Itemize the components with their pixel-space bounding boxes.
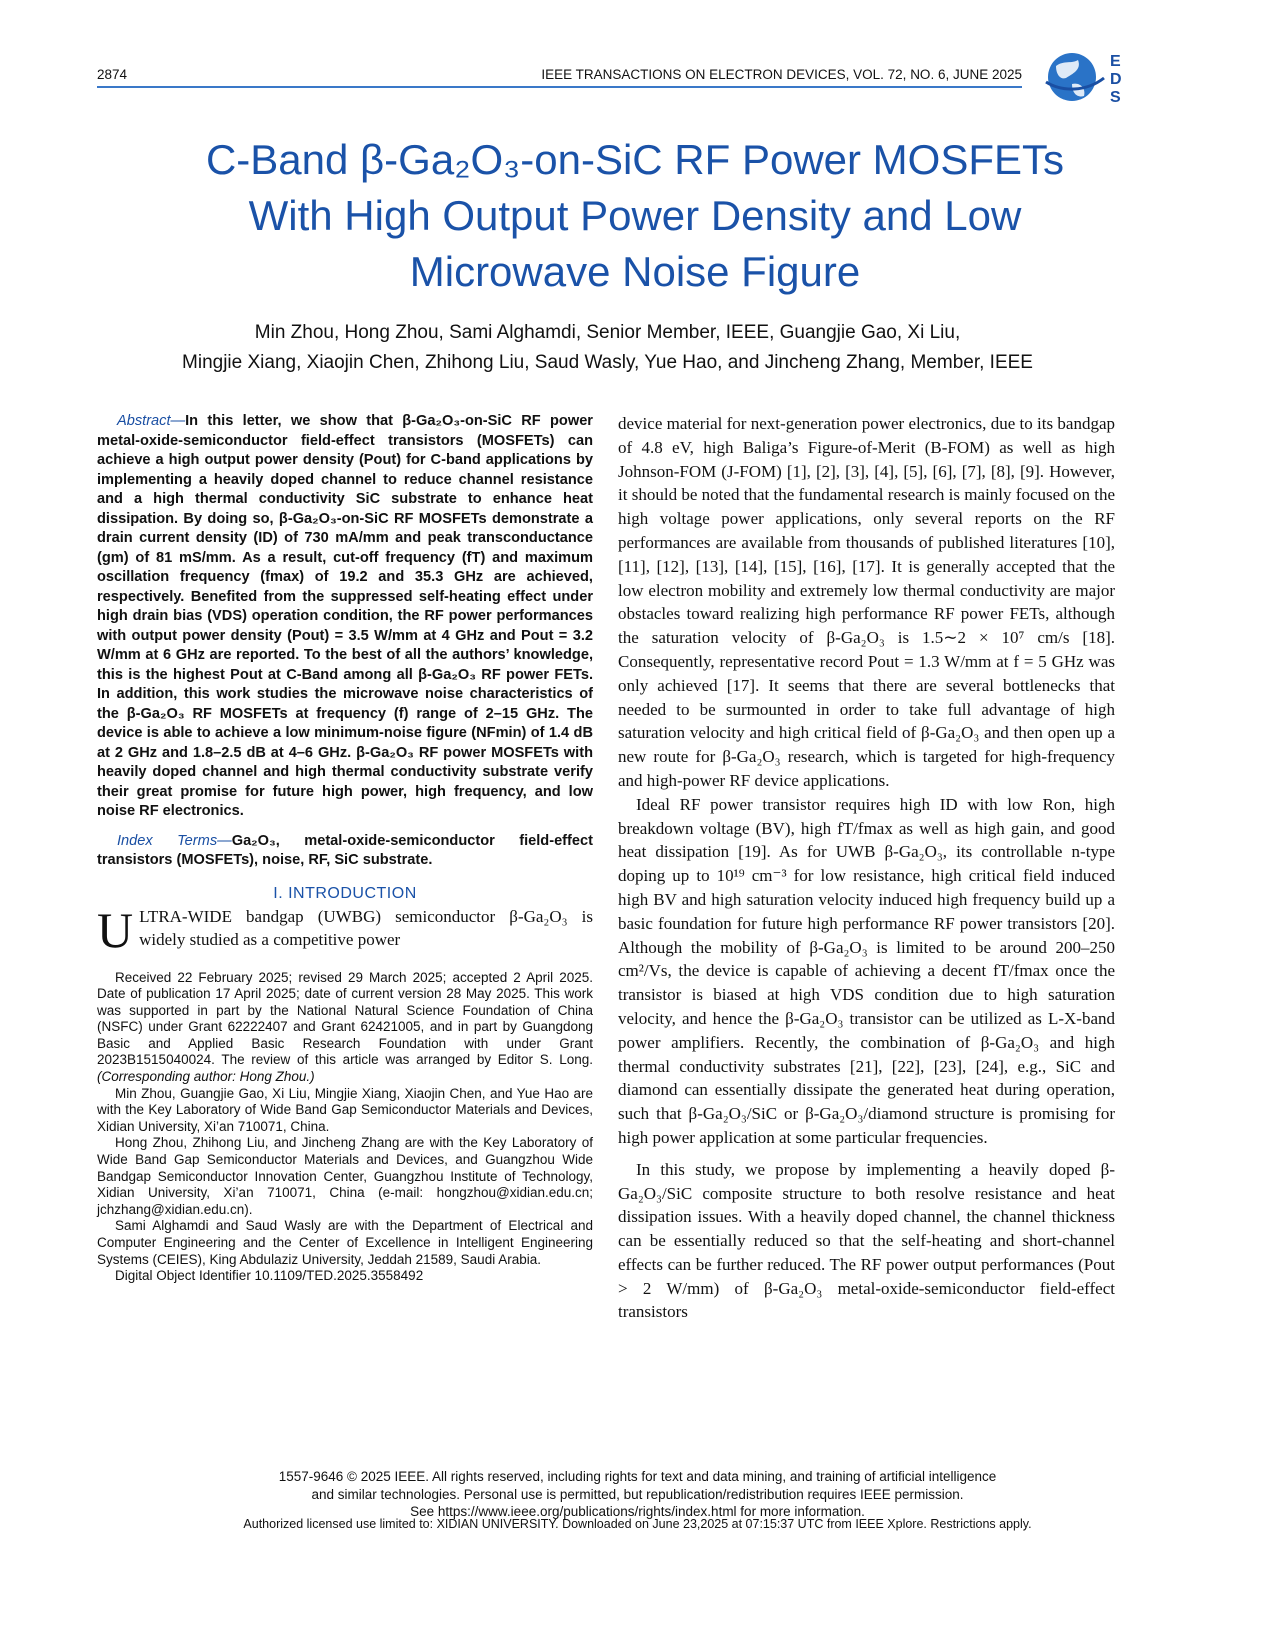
copyright-line-3[interactable]: See https://www.ieee.org/publications/rights/index.html for more information. — [410, 1504, 865, 1519]
authors-line-1: Min Zhou, Hong Zhou, Sami Alghamdi, Senior Member, IEEE, Guangjie Gao, Xi Liu, — [254, 322, 961, 343]
footnotes — [97, 970, 593, 1285]
title-line-1: C-Band β-Ga₂O₃-on-SiC RF Power MOSFETs — [205, 136, 1065, 183]
abstract — [97, 412, 593, 822]
body-paragraph-2: Ideal RF power transistor requires high ID with low Ron, high breakdown voltage (BV), high fT/fmax as well as high gain, and good heat dissipation [19]. As for UWB β-Ga₂O₃, its controllable n-type doping up to 10¹⁹ cm⁻³ for low resistance, high critical field induced high BV and high saturation velocity induced high frequency build up a basic foundation for future high performance RF power transistors [20]. Although the mobility of β-Ga₂O₃ is limited to be around 200–250 cm²/Vs, the device is capable of achieving a decent fT/fmax once the transistor is biased at high VDS condition due to high saturation velocity, and hence the β-Ga₂O₃ transistor can be utilized as L-X-band power amplifiers. Recently, the combination of β-Ga₂O₃ and high thermal conductivity substrates [21], [22], [23], [24], e.g., SiC and diamond can essentially dissipate the generated heat during operation, such that β-Ga₂O₃/SiC or β-Ga₂O₃/diamond structure is promising for high power application at some particular frequencies. — [618, 794, 1115, 1147]
left-column — [97, 412, 593, 1285]
footnote-received: Received 22 February 2025; revised 29 March 2025; accepted 2 April 2025. Date of publication 17 April 2025; date of current version 28 May 2025. This work was supported in part by the National Natural Science Foundation of China (NSFC) under Grant 62222407 and Grant 62421005, and in part by Guangdong Basic and Applied Basic Research Foundation with under Grant 2023B1515040024. The review of this article was arranged by Editor S. Long. (Corresponding author: Hong Zhou.) — [97, 969, 593, 1085]
svg-text:E: E — [1110, 53, 1121, 70]
journal-citation: IEEE TRANSACTIONS ON ELECTRON DEVICES, VOL. 72, NO. 6, JUNE 2025 — [541, 67, 1022, 82]
title-line-3: Microwave Noise Figure — [409, 248, 861, 295]
svg-text:D: D — [1110, 71, 1122, 88]
right-column — [618, 412, 1115, 1324]
svg-text:S: S — [1110, 89, 1121, 106]
copyright-line-1: 1557-9646 © 2025 IEEE. All rights reserved, including rights for text and data mining, and training of artificial intelligence — [278, 1469, 997, 1484]
header-rule — [97, 86, 1022, 88]
authors-line-2: Mingjie Xiang, Xiaojin Chen, Zhihong Liu, Saud Wasly, Yue Hao, and Jincheng Zhang, Member, IEEE — [182, 352, 1033, 373]
body-paragraph-3: In this study, we propose by implementing a heavily doped β-Ga₂O₃/SiC composite structure to both resolve resistance and heat dissipation issues. With a heavily doped channel, the channel thickness can be essentially reduced so that the self-heating and short-channel effects can be further reduced. The RF power output performances (Pout > 2 W/mm) of β-Ga₂O₃ metal-oxide-semiconductor field-effect transistors — [618, 1159, 1115, 1322]
section-heading: I. INTRODUCTION — [273, 884, 417, 902]
license-notice: Authorized licensed use limited to: XIDIAN UNIVERSITY. Downloaded on June 23,2025 at 07:15:37 UTC from IEEE Xplore. Restrictions apply. — [243, 1517, 1032, 1531]
title-line-2: With High Output Power Density and Low — [248, 192, 1022, 239]
index-terms-label: Index Terms— — [117, 832, 232, 849]
page-number: 2874 — [97, 67, 128, 82]
running-header — [97, 64, 1022, 86]
corresponding-author: (Corresponding author: Hong Zhou.) — [97, 1069, 315, 1085]
author-list — [75, 318, 1140, 378]
index-terms — [97, 832, 593, 871]
copyright-notice — [80, 1468, 1195, 1521]
footnote-affiliation-2: Hong Zhou, Zhihong Liu, and Jincheng Zhang are with the Key Laboratory of Wide Band Gap Semiconductor Materials and Devices, and Guangzhou Wide Bandgap Semiconductor Innovation Center, Guangzhou Institute of Technology, Xidian University, Xi’an 710071, China (e-mail: hongzhou@xidian.edu.cn; jchzhang@xidian.edu.cn). — [97, 1135, 593, 1217]
eds-globe-logo — [1042, 48, 1122, 106]
introduction-text: LTRA-WIDE bandgap (UWBG) semiconductor β-Ga₂O₃ is widely studied as a competitive power — [139, 906, 593, 949]
footnote-doi: Digital Object Identifier 10.1109/TED.2025.3558492 — [115, 1268, 424, 1284]
introduction-start — [97, 901, 593, 958]
footnote-affiliation-3: Sami Alghamdi and Saud Wasly are with the Department of Electrical and Computer Engineering and the Center of Excellence in Intelligent Engineering Systems (CEIES), King Abdulaziz University, Jeddah 21589, Saudi Arabia. — [97, 1218, 593, 1267]
copyright-line-2: and similar technologies. Personal use is permitted, but republication/redistribution requires IEEE permission. — [311, 1486, 964, 1502]
index-terms-text: Ga₂O₃, metal-oxide-semiconductor field-effect transistors (MOSFETs), noise, RF, SiC substrate. — [97, 832, 593, 868]
paper-title — [80, 132, 1190, 300]
drop-cap: U — [97, 901, 134, 958]
body-paragraph-1: device material for next-generation power electronics, due to its bandgap of 4.8 eV, high Baliga’s Figure-of-Merit (B-FOM) as well as high Johnson-FOM (J-FOM) [1], [2], [3], [4], [5], [6], [7], [8], [9]. However, it should be noted that the fundamental research is mainly focused on the high voltage power applications, only several reports on the RF performances are available from thousands of published literatures [10], [11], [12], [13], [14], [15], [16], [17]. It is generally accepted that the low electron mobility and extremely low thermal conductivity are major obstacles toward realizing high performance RF power FETs, although the saturation velocity of β-Ga₂O₃ is 1.5∼2 × 10⁷ cm/s [18]. Consequently, representative record Pout = 1.3 W/mm at f = 5 GHz was only achieved [17]. It seems that there are several bottlenecks that needed to be surmounted in order to take full advantage of high saturation velocity and high critical field of β-Ga₂O₃ and then open up a new route for β-Ga₂O₃ research, which is targeted for high-frequency and high-power RF device applications. — [618, 414, 1115, 790]
footnote-affiliation-1: Min Zhou, Guangjie Gao, Xi Liu, Mingjie Xiang, Xiaojin Chen, and Yue Hao are with the Key Laboratory of Wide Band Gap Semiconductor Materials and Devices, Xidian University, Xi’an 710071, China. — [97, 1085, 593, 1134]
abstract-label: Abstract— — [117, 413, 186, 429]
abstract-text: In this letter, we show that β-Ga₂O₃-on-SiC RF power metal-oxide-semiconductor field-effect transistors (MOSFETs) can achieve a high output power density (Pout) for C-band applications by implementing a heavily doped channel to reduce channel resistance and a high thermal conductivity SiC substrate to enhance heat dissipation. By doing so, β-Ga₂O₃-on-SiC RF MOSFETs demonstrate a drain current density (ID) of 730 mA/mm and peak transconductance (gm) of 81 mS/mm. As a result, cut-off frequency (fT) and maximum oscillation frequency (fmax) of 19.2 and 35.3 GHz are achieved, respectively. Benefited from the suppressed self-heating effect under high drain bias (VDS) operation condition, the RF power performances with output power density (Pout) = 3.5 W/mm at 4 GHz and Pout = 3.2 W/mm at 6 GHz are reported. To the best of all the authors’ knowledge, this is the highest Pout at C-Band among all β-Ga₂O₃ RF power FETs. In addition, this work studies the microwave noise characteristics of the β-Ga₂O₃ RF MOSFETs at frequency (f) range of 2–15 GHz. The device is able to achieve a low minimum-noise figure (NFmin) of 1.4 dB at 2 GHz and 1.8–2.5 dB at 4–6 GHz. β-Ga₂O₃ RF power MOSFETs with heavily doped channel and high thermal conductivity substrate verify their great promise for future high power, high frequency, and low noise RF electronics. — [97, 413, 593, 819]
